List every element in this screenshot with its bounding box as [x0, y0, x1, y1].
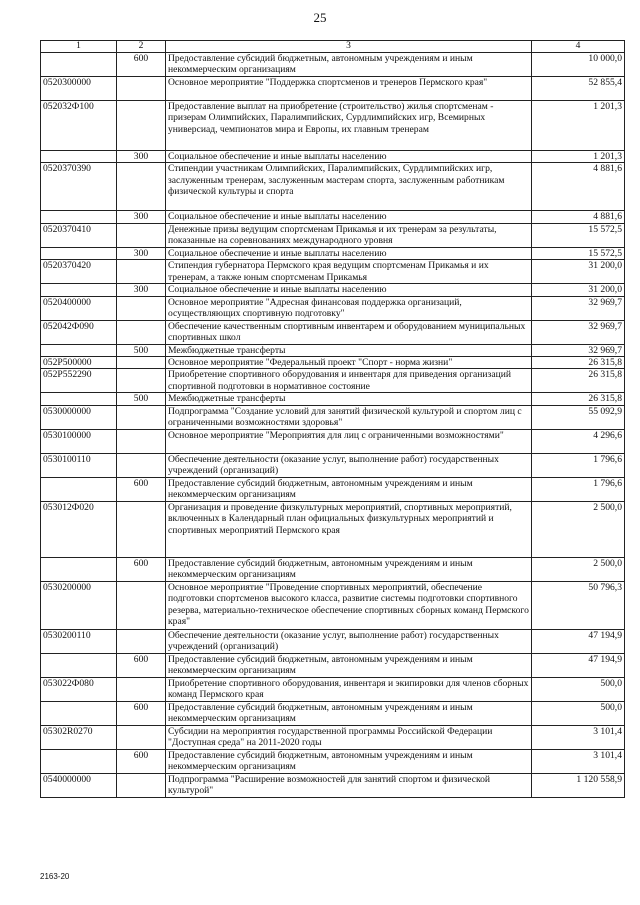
table-row — [41, 725, 625, 749]
row-expense-type: 500 — [117, 393, 166, 405]
row-name: Предоставление выплат на приобретение (строительство) жилья спортсменам - призерам Олимпийских, Паралимпийских, Сурдлимпийских игр, Всемирных универсиад, чемпионатов мира и Европы, их главным тренерам — [166, 101, 532, 151]
row-expense-type — [117, 77, 166, 101]
table-row — [41, 247, 625, 259]
row-amount: 2 500,0 — [532, 557, 625, 581]
table-row — [41, 101, 625, 151]
row-code: 052P552290 — [41, 369, 117, 393]
row-expense-type — [117, 357, 166, 369]
row-name: Подпрограмма "Расширение возможностей для занятий спортом и физической культурой" — [166, 773, 532, 797]
row-expense-type: 600 — [117, 477, 166, 501]
row-expense-type — [117, 629, 166, 653]
table-row — [41, 405, 625, 429]
row-code: 0530100110 — [41, 453, 117, 477]
row-name: Приобретение спортивного оборудования, инвентаря и экипировки для членов сборных команд Пермского края — [166, 677, 532, 701]
table-header-row — [41, 41, 625, 53]
table-row — [41, 77, 625, 101]
table-row — [41, 773, 625, 797]
row-code: 0520300000 — [41, 77, 117, 101]
row-code — [41, 151, 117, 163]
table-row — [41, 653, 625, 677]
table-row — [41, 284, 625, 296]
column-header-name: 3 — [166, 41, 532, 53]
table-row — [41, 151, 625, 163]
table-row — [41, 369, 625, 393]
row-name: Денежные призы ведущим спортсменам Прикамья и их тренерам за результаты, показанные на соревнованиях международного уровня — [166, 223, 532, 247]
row-expense-type — [117, 101, 166, 151]
row-name: Организация и проведение физкультурных мероприятий, спортивных мероприятий, включенных в Календарный план официальных физкультурных мероприятий и спортивных мероприятий Пермского края — [166, 501, 532, 557]
row-name: Приобретение спортивного оборудования и инвентаря для приведения организаций спортивной подготовки в нормативное состояние — [166, 369, 532, 393]
row-code: 052042Ф090 — [41, 320, 117, 344]
row-amount: 26 315,8 — [532, 369, 625, 393]
row-code — [41, 749, 117, 773]
row-amount: 2 500,0 — [532, 501, 625, 557]
row-amount: 500,0 — [532, 701, 625, 725]
row-amount: 47 194,9 — [532, 629, 625, 653]
table-row — [41, 501, 625, 557]
row-amount: 4 296,6 — [532, 429, 625, 453]
row-name: Обеспечение качественным спортивным инвентарем и оборудованием муниципальных спортивных школ — [166, 320, 532, 344]
row-name: Социальное обеспечение и иные выплаты населению — [166, 151, 532, 163]
row-name: Основное мероприятие "Поддержка спортсменов и тренеров Пермского края" — [166, 77, 532, 101]
row-expense-type — [117, 581, 166, 629]
table-row — [41, 393, 625, 405]
row-amount: 32 969,7 — [532, 296, 625, 320]
row-amount: 52 855,4 — [532, 77, 625, 101]
table-row — [41, 453, 625, 477]
table-row — [41, 749, 625, 773]
table-row — [41, 163, 625, 211]
page-number: 25 — [313, 10, 327, 25]
row-code: 053022Ф080 — [41, 677, 117, 701]
row-amount: 3 101,4 — [532, 749, 625, 773]
row-name: Предоставление субсидий бюджетным, автономным учреждениям и иным некоммерческим организациям — [166, 653, 532, 677]
row-name: Межбюджетные трансферты — [166, 393, 532, 405]
row-amount: 1 796,6 — [532, 477, 625, 501]
row-name: Субсидии на мероприятия государственной программы Российской Федерации "Доступная среда" на 2011-2020 годы — [166, 725, 532, 749]
row-name: Стипендии участникам Олимпийских, Паралимпийских, Сурдлимпийских игр, заслуженным тренерам, заслуженным мастерам спорта, заслуженным работникам физической культуры и спорта — [166, 163, 532, 211]
column-header-type: 2 — [117, 41, 166, 53]
row-code: 052032Ф100 — [41, 101, 117, 151]
row-name: Предоставление субсидий бюджетным, автономным учреждениям и иным некоммерческим организациям — [166, 749, 532, 773]
row-code — [41, 53, 117, 77]
row-expense-type — [117, 725, 166, 749]
row-code: 0530100000 — [41, 429, 117, 453]
column-header-code: 1 — [41, 41, 117, 53]
row-name: Основное мероприятие "Проведение спортивных мероприятий, обеспечение подготовки спортсменов высокого класса, развитие системы подготовки спортивного резерва, материально-техническое обеспечение спортивных сборных команд Пермского края" — [166, 581, 532, 629]
row-amount: 32 969,7 — [532, 320, 625, 344]
row-expense-type — [117, 296, 166, 320]
row-name: Обеспечение деятельности (оказание услуг, выполнение работ) государственных учреждений (организаций) — [166, 453, 532, 477]
column-header-amount: 4 — [532, 41, 625, 53]
row-code: 0520370420 — [41, 260, 117, 284]
table-body — [41, 53, 625, 798]
table-row — [41, 701, 625, 725]
row-amount: 26 315,8 — [532, 393, 625, 405]
row-expense-type — [117, 453, 166, 477]
row-amount: 32 969,7 — [532, 344, 625, 356]
row-expense-type — [117, 405, 166, 429]
row-expense-type — [117, 369, 166, 393]
table-row — [41, 211, 625, 223]
row-amount: 500,0 — [532, 677, 625, 701]
table-row — [41, 629, 625, 653]
row-expense-type — [117, 501, 166, 557]
row-amount: 26 315,8 — [532, 357, 625, 369]
row-code — [41, 247, 117, 259]
row-code: 0520370410 — [41, 223, 117, 247]
table-row — [41, 320, 625, 344]
row-name: Социальное обеспечение и иные выплаты населению — [166, 284, 532, 296]
row-expense-type: 600 — [117, 749, 166, 773]
row-code: 053012Ф020 — [41, 501, 117, 557]
row-code — [41, 344, 117, 356]
row-code: 0530200110 — [41, 629, 117, 653]
row-amount: 55 092,9 — [532, 405, 625, 429]
row-name: Социальное обеспечение и иные выплаты населению — [166, 247, 532, 259]
row-name: Обеспечение деятельности (оказание услуг, выполнение работ) государственных учреждений (организаций) — [166, 629, 532, 653]
row-expense-type — [117, 163, 166, 211]
table-row — [41, 296, 625, 320]
row-expense-type: 300 — [117, 247, 166, 259]
row-code — [41, 557, 117, 581]
row-expense-type — [117, 223, 166, 247]
row-name: Основное мероприятие "Мероприятия для лиц с ограниченными возможностями" — [166, 429, 532, 453]
row-name: Предоставление субсидий бюджетным, автономным учреждениям и иным некоммерческим организациям — [166, 557, 532, 581]
row-code — [41, 211, 117, 223]
table-row — [41, 260, 625, 284]
row-expense-type: 300 — [117, 284, 166, 296]
row-code — [41, 653, 117, 677]
row-code: 0520400000 — [41, 296, 117, 320]
row-name: Межбюджетные трансферты — [166, 344, 532, 356]
row-name: Предоставление субсидий бюджетным, автономным учреждениям и иным некоммерческим организациям — [166, 53, 532, 77]
table-row — [41, 53, 625, 77]
table-row — [41, 429, 625, 453]
table-row — [41, 223, 625, 247]
row-expense-type: 600 — [117, 557, 166, 581]
row-amount: 1 120 558,9 — [532, 773, 625, 797]
row-amount: 4 881,6 — [532, 163, 625, 211]
table-row — [41, 677, 625, 701]
row-code: 0530200000 — [41, 581, 117, 629]
row-expense-type: 600 — [117, 701, 166, 725]
row-expense-type — [117, 677, 166, 701]
row-amount: 15 572,5 — [532, 223, 625, 247]
row-code: 0540000000 — [41, 773, 117, 797]
row-code — [41, 477, 117, 501]
row-name: Предоставление субсидий бюджетным, автономным учреждениям и иным некоммерческим организациям — [166, 701, 532, 725]
table-row — [41, 581, 625, 629]
row-code: 052P500000 — [41, 357, 117, 369]
row-expense-type: 300 — [117, 211, 166, 223]
row-amount: 3 101,4 — [532, 725, 625, 749]
row-expense-type — [117, 773, 166, 797]
row-expense-type: 600 — [117, 653, 166, 677]
row-amount: 31 200,0 — [532, 284, 625, 296]
row-expense-type — [117, 429, 166, 453]
row-name: Социальное обеспечение и иные выплаты населению — [166, 211, 532, 223]
row-expense-type: 600 — [117, 53, 166, 77]
row-amount: 4 881,6 — [532, 211, 625, 223]
row-code — [41, 284, 117, 296]
row-name: Стипендия губернатора Пермского края ведущим спортсменам Прикамья и их тренерам, а также юным спортсменам Прикамья — [166, 260, 532, 284]
row-amount: 1 201,3 — [532, 101, 625, 151]
document-code: 2163-20 — [40, 872, 70, 881]
row-code — [41, 701, 117, 725]
table-row — [41, 344, 625, 356]
row-expense-type: 300 — [117, 151, 166, 163]
row-code: 0520370390 — [41, 163, 117, 211]
table-row — [41, 477, 625, 501]
row-amount: 1 796,6 — [532, 453, 625, 477]
row-name: Основное мероприятие "Адресная финансовая поддержка организаций, осуществляющих спортивную подготовку" — [166, 296, 532, 320]
row-code: 05302R0270 — [41, 725, 117, 749]
row-code: 0530000000 — [41, 405, 117, 429]
row-name: Подпрограмма "Создание условий для занятий физической культурой и спортом лиц с ограниченными возможностями здоровья" — [166, 405, 532, 429]
row-expense-type — [117, 320, 166, 344]
table-row — [41, 557, 625, 581]
row-amount: 31 200,0 — [532, 260, 625, 284]
row-expense-type: 500 — [117, 344, 166, 356]
row-amount: 1 201,3 — [532, 151, 625, 163]
row-expense-type — [117, 260, 166, 284]
row-amount: 50 796,3 — [532, 581, 625, 629]
row-name: Основное мероприятие "Федеральный проект "Спорт - норма жизни" — [166, 357, 532, 369]
row-name: Предоставление субсидий бюджетным, автономным учреждениям и иным некоммерческим организациям — [166, 477, 532, 501]
budget-table — [40, 40, 625, 798]
row-amount: 47 194,9 — [532, 653, 625, 677]
row-code — [41, 393, 117, 405]
row-amount: 10 000,0 — [532, 53, 625, 77]
row-amount: 15 572,5 — [532, 247, 625, 259]
table-row — [41, 357, 625, 369]
